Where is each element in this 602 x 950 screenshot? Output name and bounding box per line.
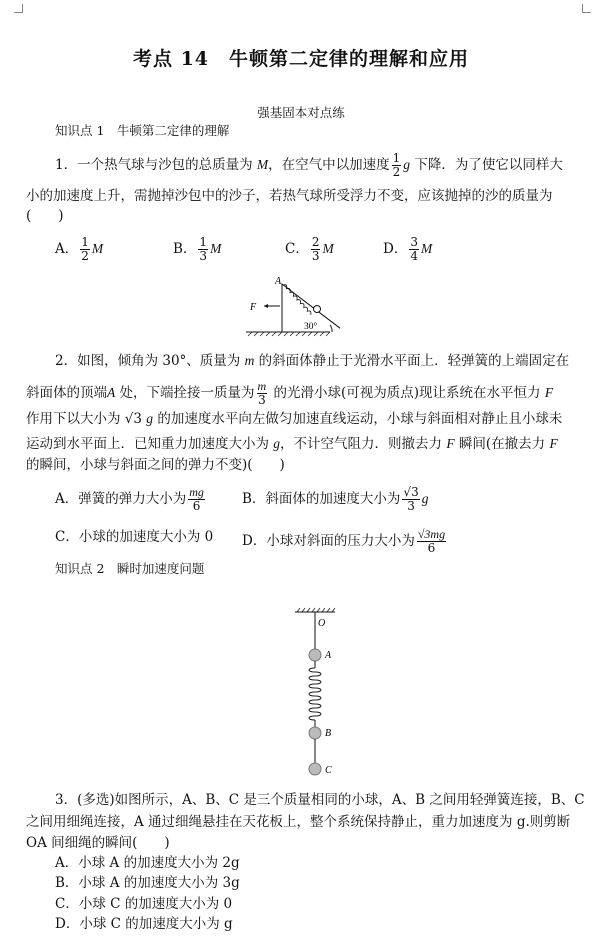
ceiling-hatching	[297, 608, 335, 612]
denominator: 3	[407, 499, 415, 513]
q1-option-c[interactable]	[285, 236, 334, 263]
var: F	[549, 436, 558, 451]
var: A	[107, 385, 116, 400]
denominator: 3	[199, 249, 208, 263]
text: 作用下以大小为	[26, 411, 121, 427]
ball-c	[309, 763, 321, 775]
fraction	[198, 236, 208, 263]
var: m	[244, 353, 255, 368]
var: g	[273, 436, 281, 451]
numerator: 1	[392, 151, 401, 165]
q3-line2: 之间用细绳连接，A 通过细绳悬挂在天花板上，整个系统保持静止，重力加速度为 g.则剪断	[26, 814, 571, 830]
fraction	[392, 152, 402, 179]
ball-b	[309, 727, 321, 739]
label-a: A	[275, 276, 282, 287]
text: ，在空气中以加速度	[268, 157, 390, 173]
arrow-head	[264, 304, 268, 308]
fraction	[257, 380, 268, 407]
q3-option-b[interactable]: B．小球 A 的加速度大小为 3g	[55, 875, 240, 891]
fraction	[80, 236, 90, 263]
q1-line1	[55, 152, 563, 179]
var: g	[421, 491, 429, 506]
sqrt: √3	[124, 411, 142, 427]
denominator: 6	[192, 499, 201, 513]
ground-hatching	[248, 332, 330, 336]
denominator: 3	[258, 393, 266, 407]
option-text: B．斜面体的加速度大小为	[242, 491, 401, 507]
section-heading-1: 知识点 1 牛顿第二定律的理解	[55, 123, 230, 138]
angle-arc	[330, 325, 332, 332]
option-key: D．	[383, 241, 408, 257]
denominator: 2	[392, 165, 401, 179]
denominator: 4	[410, 249, 418, 263]
spring	[278, 284, 316, 315]
text: ，不计空气阻力．则撤去力	[280, 436, 443, 452]
var: g	[403, 157, 411, 172]
q1-answer-blank: ( )	[26, 208, 64, 224]
section-heading-2: 知识点 2 瞬时加速度问题	[55, 561, 205, 576]
var: M	[256, 157, 269, 172]
q3-option-c[interactable]: C．小球 C 的加速度大小为 0	[55, 896, 233, 912]
q2-line3	[26, 410, 562, 428]
numerator: √3mg	[417, 527, 446, 541]
numerator: √3	[403, 485, 419, 499]
numerator: 2	[311, 235, 320, 249]
var: M	[210, 241, 222, 256]
q2-option-b[interactable]	[242, 486, 428, 513]
q2-option-a[interactable]	[55, 486, 207, 513]
q1-line2: 小的加速度上升，需抛掉沙包中的沙子，若热气球所受浮力不变，应该抛掉的沙的质量为	[26, 188, 553, 204]
label-b: B	[325, 728, 332, 739]
fraction	[409, 236, 419, 263]
fraction	[402, 486, 419, 513]
q2-line4	[26, 435, 558, 453]
q3-line1: 3．(多选)如图所示，A、B、C 是三个质量相同的小球，A、B 之间用轻弹簧连接，B、C	[55, 792, 585, 808]
incline-figure	[240, 276, 340, 344]
numerator: 3	[410, 235, 418, 249]
option-key: B．	[173, 241, 197, 257]
ball	[314, 306, 321, 313]
numerator: mg	[189, 485, 204, 499]
q2-option-c[interactable]: C．小球的加速度大小为 0	[55, 529, 214, 545]
option-text: A．弹簧的弹力大小为	[55, 491, 187, 507]
text: 瞬间(在撤去力	[458, 436, 546, 452]
option-text: D．小球对斜面的压力大小为	[242, 533, 415, 549]
q1-options	[55, 235, 475, 263]
q2-option-d[interactable]	[242, 528, 448, 555]
angle-label: 30°	[304, 322, 318, 332]
var: M	[322, 241, 334, 256]
spring	[309, 668, 321, 720]
fraction	[188, 486, 205, 513]
var: F	[544, 385, 554, 400]
q1-option-d[interactable]	[383, 236, 432, 263]
denominator: 6	[427, 541, 436, 555]
denominator: 2	[81, 249, 89, 263]
numerator: 1	[81, 235, 89, 249]
q1-option-b[interactable]	[173, 236, 221, 263]
text: 2．如图，倾角为 30°、质量为	[55, 353, 241, 369]
margin-corner-mark	[14, 4, 23, 13]
q2-line2	[26, 380, 553, 407]
text: 下降．为了使它以同样大	[410, 157, 563, 173]
subtitle: 强基固本对点练	[257, 105, 345, 120]
q2-line5: 的瞬间，小球与斜面之间的弹力不变)( )	[26, 457, 285, 473]
ball-a	[309, 649, 321, 661]
q3-line3: OA 间细绳的瞬间( )	[26, 835, 170, 851]
q3-option-d[interactable]: D．小球 C 的加速度大小为 g	[55, 916, 233, 932]
text: 斜面体的顶端	[26, 385, 107, 401]
numerator: m	[257, 379, 267, 393]
q2-line1	[55, 352, 569, 370]
text: 1．一个热气球与沙包的总质量为	[55, 157, 253, 173]
label-f: F	[250, 302, 257, 313]
var: M	[420, 241, 433, 256]
text: 运动到水平面上．已知重力加速度大小为	[26, 436, 269, 452]
q1-option-a[interactable]	[55, 236, 103, 263]
margin-corner-mark	[582, 4, 591, 13]
label-c: C	[325, 765, 332, 776]
option-key: C．	[285, 241, 309, 257]
numerator: 1	[199, 235, 208, 249]
label-a: A	[325, 650, 332, 661]
text: 的斜面体静止于光滑水平面上．轻弹簧的上端固定在	[258, 353, 570, 369]
text: 的光滑小球(可视为质点)现让系统在水平恒力	[269, 385, 541, 401]
text: 的加速度水平向左做匀加速直线运动，小球与斜面相对静止且小球未	[153, 411, 563, 427]
fraction	[311, 236, 321, 263]
var: g	[146, 411, 154, 426]
fraction	[417, 528, 446, 555]
denominator: 3	[311, 249, 320, 263]
q3-option-a[interactable]: A．小球 A 的加速度大小为 2g	[55, 855, 240, 871]
text: 处，下端拴接一质量为	[119, 385, 255, 401]
option-key: A．	[55, 241, 79, 257]
var: M	[91, 241, 104, 256]
page-title: 考点 14 牛顿第二定律的理解和应用	[132, 48, 470, 70]
var: F	[446, 436, 455, 451]
spring-balls-figure	[290, 606, 350, 778]
label-o: O	[318, 618, 326, 629]
